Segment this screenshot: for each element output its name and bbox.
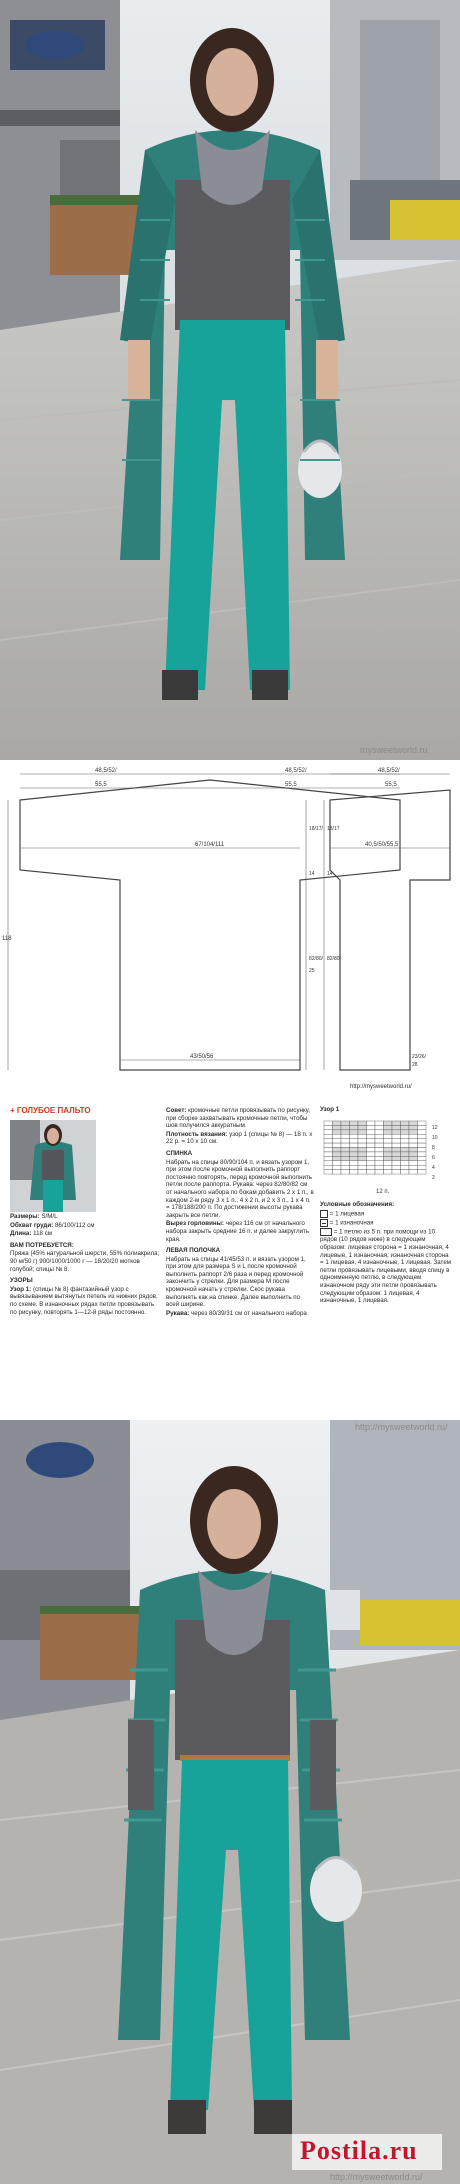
chart-cell	[375, 1165, 384, 1169]
density-label: Плотность вязания:	[166, 1130, 228, 1138]
chart-cell	[392, 1160, 401, 1164]
chart-cell	[341, 1129, 350, 1133]
front-bottom-label: 23/26/	[412, 1054, 426, 1060]
chart-cell	[418, 1138, 427, 1142]
chest-line	[10, 1222, 160, 1230]
chart-cell	[392, 1169, 401, 1173]
chart-cell	[350, 1143, 359, 1147]
length-line	[10, 1230, 160, 1238]
back-side-left-label: 118	[2, 936, 12, 942]
legend-purl-icon	[320, 1219, 328, 1227]
chart-cell	[409, 1152, 418, 1156]
chart-cell	[409, 1147, 418, 1151]
chart-cell	[358, 1147, 367, 1151]
chart-cell	[341, 1160, 350, 1164]
chart-cell	[367, 1160, 376, 1164]
legend-item-1	[320, 1210, 452, 1218]
advice-line	[166, 1107, 314, 1130]
legend-elongated-stitch-icon	[320, 1228, 332, 1236]
chart-cell	[341, 1165, 350, 1169]
photo-top-illustration	[0, 0, 460, 760]
chart-cell	[409, 1121, 418, 1125]
chart-cell	[367, 1165, 376, 1169]
chart-cell	[358, 1143, 367, 1147]
chart-cell	[358, 1138, 367, 1142]
watermark-bottom: http://mysweetworld.ru/	[330, 2172, 423, 2182]
front-top-label: 48,5/52/	[378, 768, 400, 774]
chart-cell	[358, 1125, 367, 1129]
chart-cell	[324, 1152, 333, 1156]
mini-photo	[10, 1120, 96, 1212]
chart-cell	[409, 1134, 418, 1138]
watermark-bottom-top: http://mysweetworld.ru/	[355, 1422, 448, 1432]
chart-cell	[350, 1160, 359, 1164]
chart-cell	[358, 1134, 367, 1138]
legend-text-3: = 1 петлю из 5 п. при помощи из 10 рядов (10 рядов ниже) в следующем образом: лицевая сторона = 1 изнаночная, 4 лицевые, 1 изнаночная, изнаночная сторона = 1 лицевая, 4 изнаночные, 1 лицевая. Затем петли провязывать лицевыми, вводя спицу в одноименную петлю, в следующем изнаночном ряду эти петли провязывать следующим образом: 1 лицевая, 4 изнаночные, 1 лицевая.	[320, 1228, 452, 1305]
chart-cell	[324, 1156, 333, 1160]
chart-cell	[392, 1121, 401, 1125]
chart-cell	[401, 1121, 410, 1125]
sizes-value: S/M/L	[41, 1213, 58, 1220]
chart-cell	[367, 1147, 376, 1151]
chart-cell	[401, 1165, 410, 1169]
neck-label: Вырез горловины:	[166, 1220, 224, 1228]
density-text: узор 1 (спицы № 8) — 18 п. х 22 р. = 10 х 10 см.	[166, 1130, 313, 1146]
chart-cell	[409, 1143, 418, 1147]
sizes-line	[10, 1213, 160, 1221]
back-side-lower-label: 82/80/	[309, 956, 323, 962]
chart-cell	[375, 1138, 384, 1142]
fashion-photo-top	[0, 0, 460, 760]
back-heading: СПИНКА	[166, 1149, 193, 1157]
front-bottom-sub: 28	[412, 1062, 418, 1068]
chart-cell	[350, 1121, 359, 1125]
front-top-sub: 55,5	[385, 782, 397, 788]
chart-cell	[392, 1165, 401, 1169]
chart-cell	[384, 1152, 393, 1156]
materials-text: Пряжа (45% натуральной шерсти, 55% полиакрила; 90 м/50 г) 900/1000/1000 г — 18/20/20 мотков голубой; спицы № 8.	[10, 1250, 160, 1273]
chart-cell	[333, 1125, 342, 1129]
chart-cell	[367, 1156, 376, 1160]
chart-cell	[409, 1156, 418, 1160]
chart-cell	[350, 1129, 359, 1133]
legend-text-1: = 1 лицевая	[329, 1210, 365, 1218]
photo-bottom-illustration	[0, 1420, 460, 2184]
chart-cell	[392, 1134, 401, 1138]
chart-cell	[367, 1152, 376, 1156]
chart-cell	[350, 1169, 359, 1173]
chart-cell	[333, 1169, 342, 1173]
chart-cell	[409, 1125, 418, 1129]
legend-knit-icon	[320, 1210, 328, 1218]
back-text: Набрать на спицы 80/90/104 п. и вязать узором 1, при этом после кромочной выполнить раппорт постоянно повторять, перед кромочной выполнить петли после раппорта. Рукава: через 82/80/82 см от начального набора по бокам добавить 2 х 1 п., в каждом 2-м ряду 3 х 1 п., 4 х 2 п. и 2 х 3 п., 1 х 4 п. = 178/188/200 п. По достижении высоты рукава закрыть все петли.	[166, 1158, 314, 1219]
chart-cell	[418, 1169, 427, 1173]
pattern1-text: (спицы № 8) фантазийный узор с вывязыванием вытянутых петель из нижних рядов, по схеме. В изнаночных рядах петли провязывать по рисунку, повторять 1—12-й ряды постоянно.	[10, 1285, 158, 1316]
back-top-right-sub: 55,5	[285, 782, 297, 788]
length-value: 118 см	[33, 1230, 53, 1238]
chart-cell	[324, 1138, 333, 1142]
chart-row-label: 2	[432, 1174, 435, 1181]
chart-cell	[401, 1156, 410, 1160]
chart-row-label: 12	[432, 1124, 438, 1131]
chart-cell	[324, 1125, 333, 1129]
front-side-lower-label: 82/80/	[327, 956, 341, 962]
pattern1-line	[10, 1286, 160, 1316]
chart-cell	[384, 1165, 393, 1169]
chart-cell	[375, 1156, 384, 1160]
chart-cell	[333, 1156, 342, 1160]
front-heading: ЛЕВАЯ ПОЛОЧКА	[166, 1247, 221, 1255]
chart-cell	[384, 1160, 393, 1164]
materials-heading: ВАМ ПОТРЕБУЕТСЯ:	[10, 1241, 74, 1249]
chart-cell	[384, 1129, 393, 1133]
chart-cell	[409, 1138, 418, 1142]
chart-cell	[358, 1156, 367, 1160]
front-side-upper-label: 18/17	[327, 826, 340, 832]
chart-cell	[384, 1143, 393, 1147]
back-side-upper-label: 18/17/	[309, 826, 323, 832]
chart-row-label: 4	[432, 1164, 435, 1171]
fashion-photo-bottom	[0, 1420, 460, 2184]
chart-cell	[401, 1169, 410, 1173]
chart-cell	[341, 1134, 350, 1138]
chart-cell	[392, 1152, 401, 1156]
chart-cell	[333, 1143, 342, 1147]
instructions-column-2	[166, 1106, 314, 1317]
chart-cell	[384, 1147, 393, 1151]
chart-cell	[333, 1152, 342, 1156]
chart-row-label: 10	[432, 1134, 438, 1141]
chart-cell	[358, 1169, 367, 1173]
schematic-watermark: http://mysweetworld.ru/	[350, 1084, 412, 1090]
density-line	[166, 1131, 314, 1146]
chart-cell	[341, 1156, 350, 1160]
chart-cell	[401, 1138, 410, 1142]
chart-cell	[350, 1165, 359, 1169]
chart-cell	[409, 1165, 418, 1169]
chart-cell	[418, 1125, 427, 1129]
chart-cell	[324, 1160, 333, 1164]
stitch-chart-grid	[320, 1117, 452, 1195]
chart-cell	[367, 1169, 376, 1173]
chart-cell	[367, 1134, 376, 1138]
chart-cell	[350, 1134, 359, 1138]
chart-cell	[367, 1138, 376, 1142]
chart-cell	[418, 1134, 427, 1138]
chart-cell	[384, 1134, 393, 1138]
chart-cell	[418, 1129, 427, 1133]
chart-cell	[367, 1125, 376, 1129]
pattern-title: + ГОЛУБОЕ ПАЛЬТО	[10, 1106, 91, 1115]
chart-cell	[358, 1165, 367, 1169]
chart-cell	[341, 1152, 350, 1156]
postila-logo[interactable]: Postila.ru	[300, 2136, 418, 2165]
chart-cell	[333, 1165, 342, 1169]
chart-cell	[418, 1160, 427, 1164]
chart-cell	[333, 1121, 342, 1125]
chart-cell	[418, 1152, 427, 1156]
back-top-left-label: 48,5/52/	[95, 768, 117, 774]
chart-cell	[384, 1121, 393, 1125]
chart-cell	[341, 1121, 350, 1125]
stitch-chart	[320, 1117, 452, 1198]
chart-cell	[341, 1169, 350, 1173]
back-mid-label: 67/104/111	[195, 842, 225, 848]
pattern1-label: Узор 1:	[10, 1285, 32, 1293]
back-bottom-label: 43/50/56	[190, 1054, 214, 1060]
chart-cell	[333, 1129, 342, 1133]
chart-cell	[358, 1121, 367, 1125]
chart-cell	[418, 1147, 427, 1151]
back-top-left-sub: 55,5	[95, 782, 107, 788]
chart-cell	[333, 1147, 342, 1151]
chart-cell	[358, 1160, 367, 1164]
chart-cell	[375, 1143, 384, 1147]
chart-width-label: 12 п.	[376, 1188, 390, 1195]
legend-item-2	[320, 1219, 452, 1227]
legend-item-3	[320, 1228, 452, 1305]
chart-cell	[367, 1129, 376, 1133]
front-piece-outline	[330, 790, 450, 1070]
chart-cell	[392, 1147, 401, 1151]
chart-row-label: 6	[432, 1154, 435, 1161]
chest-label: Обхват груди:	[10, 1221, 54, 1229]
chart-cell	[350, 1147, 359, 1151]
chart-cell	[367, 1121, 376, 1125]
chart-cell	[324, 1143, 333, 1147]
chart-cell	[375, 1134, 384, 1138]
chart-cell	[401, 1152, 410, 1156]
sleeve-text: через 80/39/31 см от начального набора	[191, 1309, 307, 1317]
chart-cell	[375, 1152, 384, 1156]
chart-cell	[350, 1152, 359, 1156]
chart-cell	[375, 1160, 384, 1164]
chart-cell	[350, 1138, 359, 1142]
front-mid-label: 40,5/50/55,5	[365, 842, 399, 848]
chest-value: 86/100/112 см	[54, 1221, 95, 1229]
chart-cell	[375, 1125, 384, 1129]
chart-cell	[384, 1125, 393, 1129]
chart-cell	[401, 1125, 410, 1129]
chart-cell	[324, 1134, 333, 1138]
instructions-page	[0, 1100, 460, 1420]
chart-cell	[409, 1129, 418, 1133]
chart-cell	[392, 1125, 401, 1129]
chart-cell	[358, 1152, 367, 1156]
chart-cell	[401, 1134, 410, 1138]
front-side-mid-label: 14	[327, 871, 333, 877]
back-top-right-label: 48,5/52/	[285, 768, 307, 774]
back-side-mid-label: 14	[309, 871, 315, 877]
watermark-top: mysweetworld.ru	[360, 745, 428, 755]
chart-cell	[418, 1121, 427, 1125]
chart-cell	[333, 1160, 342, 1164]
chart-cell	[392, 1129, 401, 1133]
back-piece-outline	[20, 780, 400, 1070]
sizes-label: Размеры:	[10, 1213, 40, 1220]
chart-cell	[333, 1138, 342, 1142]
chart-cell	[367, 1143, 376, 1147]
chart-cell	[418, 1156, 427, 1160]
patterns-heading: УЗОРЫ	[10, 1277, 33, 1285]
chart-cell	[401, 1160, 410, 1164]
chart-cell	[401, 1129, 410, 1133]
instructions-column-3	[320, 1106, 452, 1305]
chart-cell	[384, 1156, 393, 1160]
instructions-column-1	[10, 1106, 160, 1316]
sleeve-label: Рукава:	[166, 1309, 190, 1317]
chart-cell	[324, 1169, 333, 1173]
chart-cell	[358, 1129, 367, 1133]
chart-cell	[324, 1165, 333, 1169]
legend-heading: Условные обозначения:	[320, 1201, 395, 1209]
chart-cell	[375, 1121, 384, 1125]
chart-cell	[384, 1138, 393, 1142]
chart-cell	[418, 1143, 427, 1147]
length-label: Длина:	[10, 1230, 32, 1238]
chart-row-label: 8	[432, 1144, 435, 1151]
chart-cell	[375, 1147, 384, 1151]
chart-cell	[392, 1143, 401, 1147]
chart-cell	[324, 1121, 333, 1125]
pattern-schematics	[0, 760, 460, 1100]
advice-text: кромочные петли провязывать по рисунку, при сборке захватывать кромочные петли, чтобы шов получился аккуратным.	[166, 1107, 310, 1130]
chart-cell	[392, 1138, 401, 1142]
chart-cell	[341, 1147, 350, 1151]
chart-cell	[409, 1169, 418, 1173]
chart-cell	[409, 1160, 418, 1164]
schematic-drawing	[0, 760, 460, 1100]
chart-cell	[324, 1129, 333, 1133]
back-side-lower2-label: 25	[309, 968, 315, 974]
legend-text-2: = 1 изнаночная	[329, 1219, 374, 1227]
chart-cell	[341, 1138, 350, 1142]
chart-cell	[384, 1169, 393, 1173]
chart-cell	[392, 1156, 401, 1160]
chart-cell	[350, 1156, 359, 1160]
neck-line	[166, 1220, 314, 1243]
chart-cell	[401, 1143, 410, 1147]
chart-cell	[375, 1169, 384, 1173]
chart-title: Узор 1	[320, 1106, 340, 1113]
advice-label: Совет:	[166, 1107, 187, 1114]
chart-cell	[333, 1134, 342, 1138]
chart-cell	[324, 1147, 333, 1151]
chart-cell	[418, 1165, 427, 1169]
front-text: Набрать на спицы 41/45/53 п. и вязать узором 1, при этом для размера S и L после кромочной выполнить раппорт 2/6 раза и перед кромочной закончить у стрелки. Для размера M после кромочной начать у стрелки. Скос рукава выполнять как на спинке. Далее выполнить по всей ширине.	[166, 1255, 306, 1309]
neck-text: через 116 см от начального набора закрыть средние 16 п. и далее закруглить края.	[166, 1220, 310, 1243]
sleeve-line	[166, 1310, 314, 1318]
chart-cell	[350, 1125, 359, 1129]
chart-cell	[401, 1147, 410, 1151]
chart-cell	[341, 1143, 350, 1147]
chart-cell	[341, 1125, 350, 1129]
chart-cell	[375, 1129, 384, 1133]
